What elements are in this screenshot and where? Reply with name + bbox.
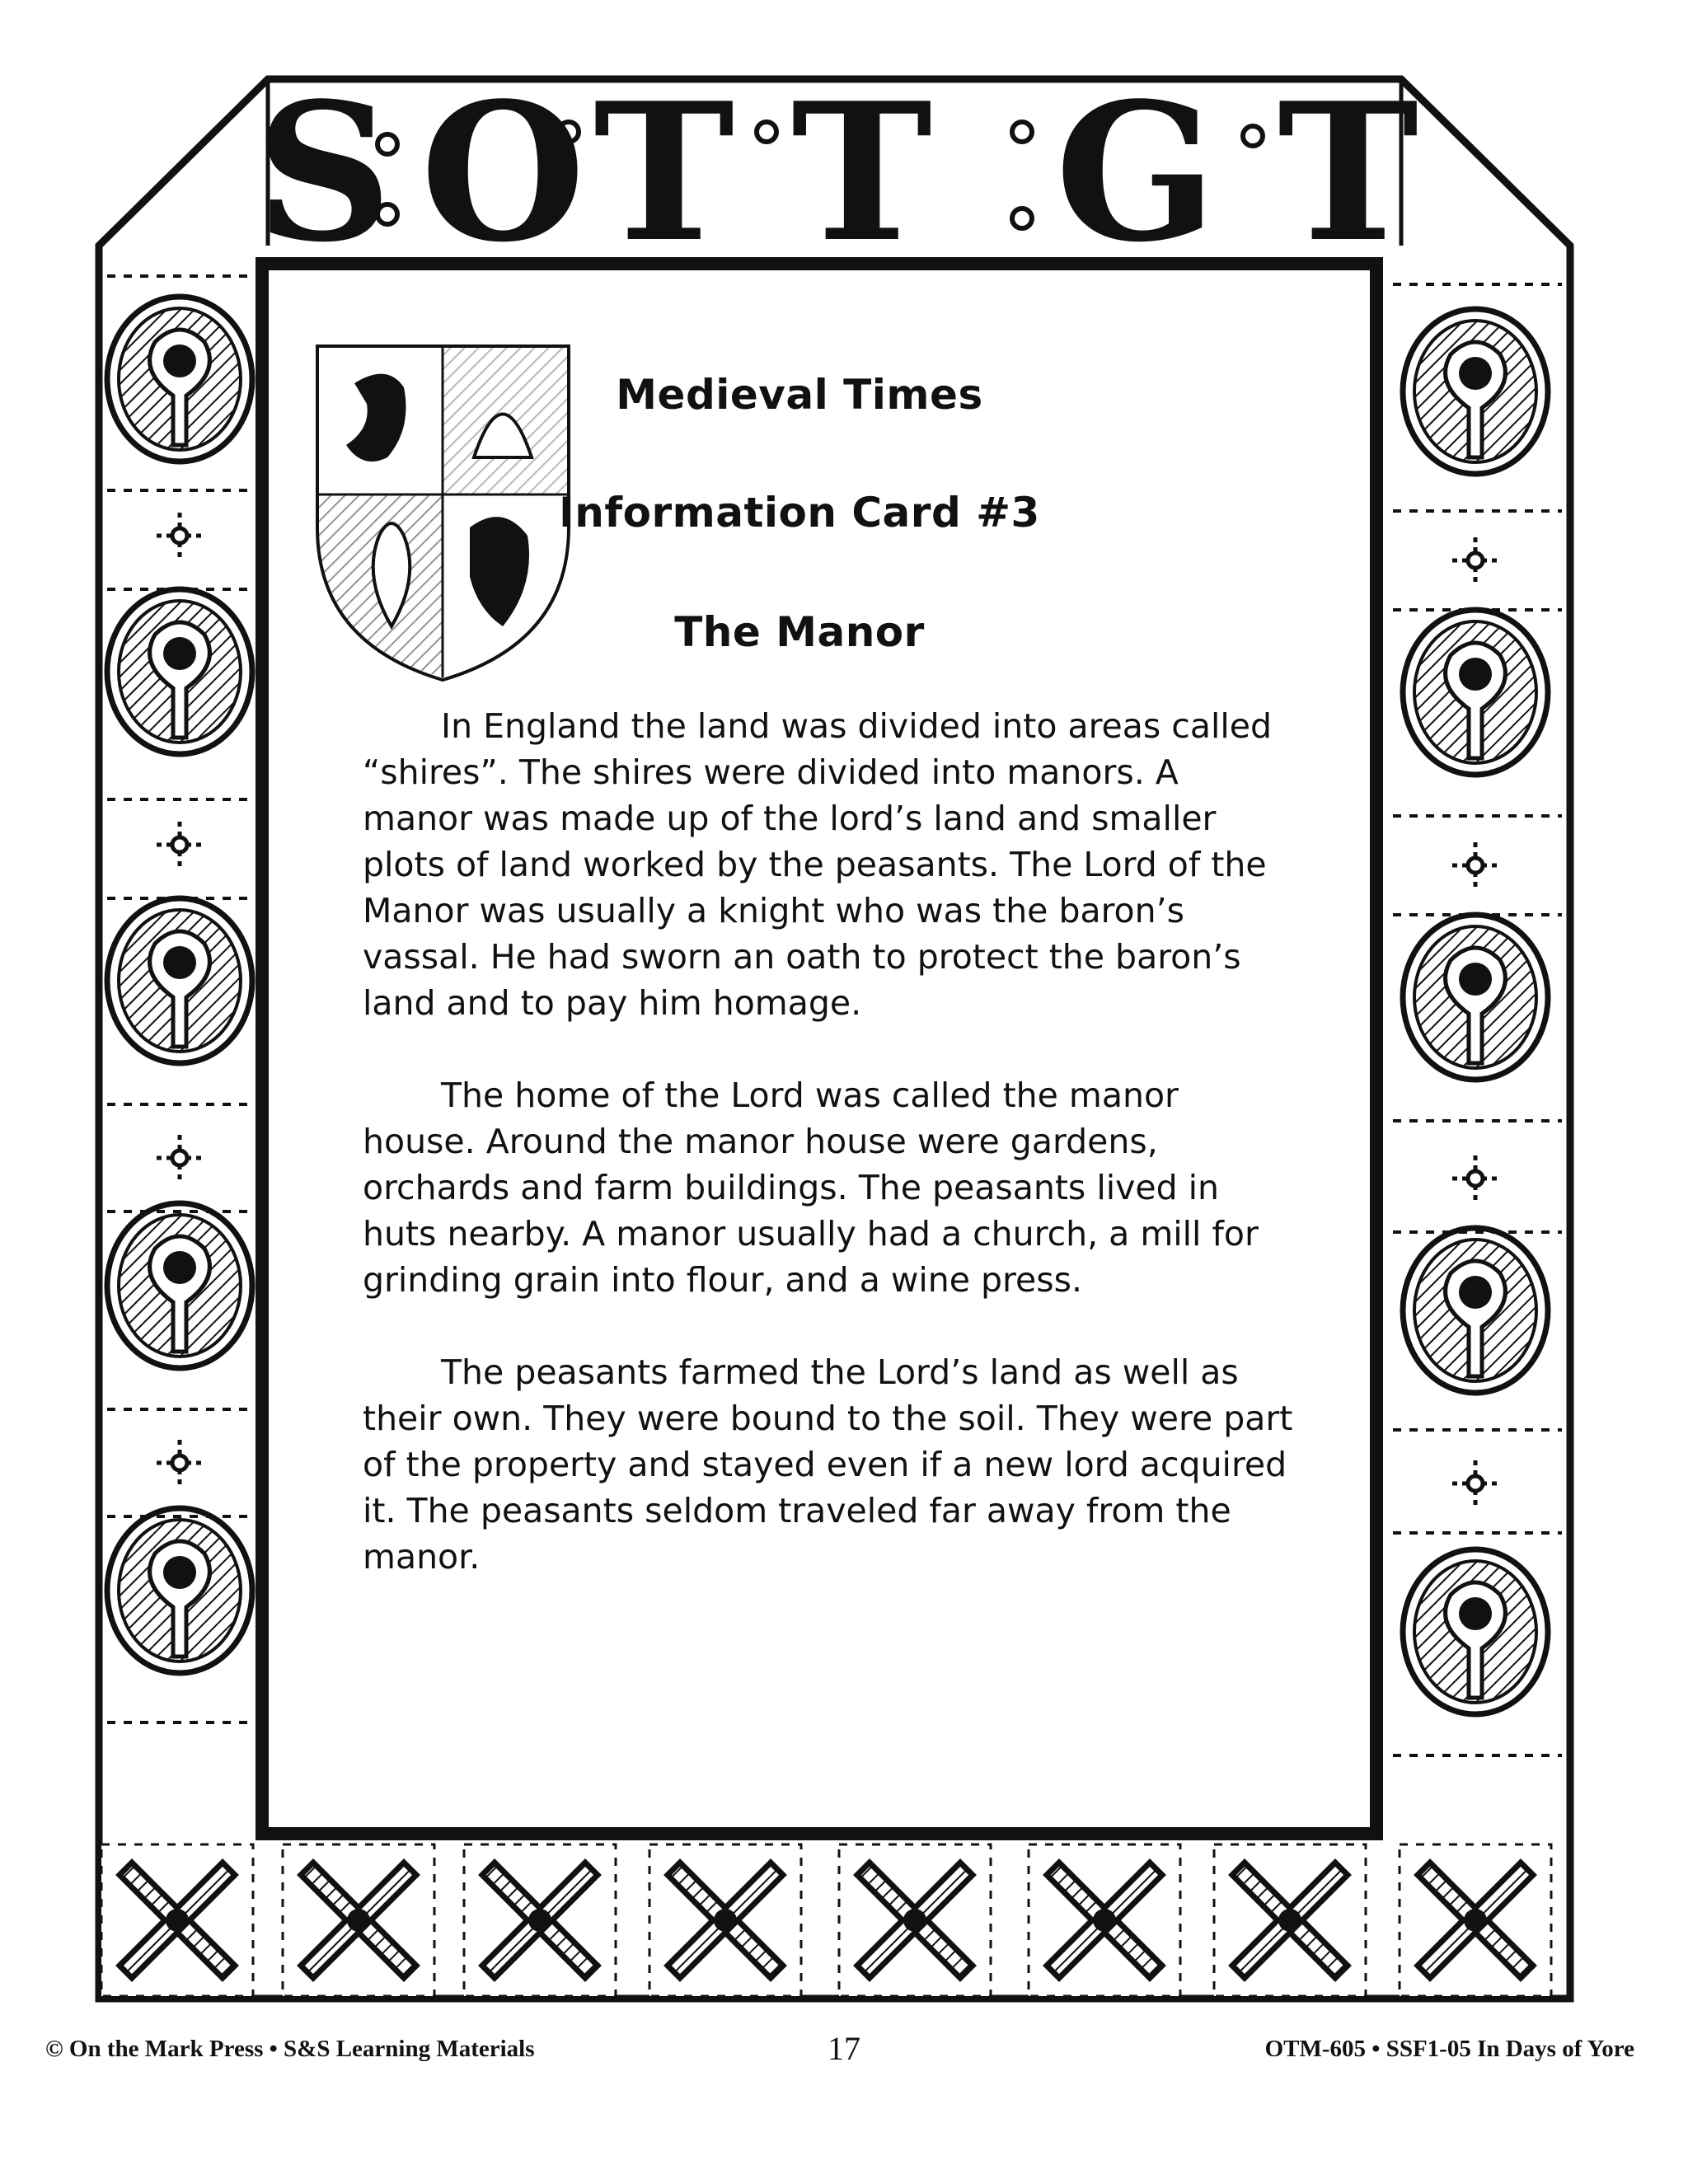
page-number: 17 [828,2030,860,2067]
svg-text:T: T [1278,62,1419,284]
right-border-ornaments [1393,284,1562,1755]
paragraph: The peasants farmed the Lord’s land as well as their own. They were bound to the soil. They were part of the property and stayed even if a new lord acquired it. The peasants seldom traveled far away from the manor. [363,1352,1293,1577]
footer-product-code: OTM-605 • SSF1-05 In Days of Yore [1264,2036,1634,2062]
banner-letters [256,62,1418,284]
card-topic: The Manor [674,608,925,656]
card-body [363,703,1294,1626]
svg-text:S: S [256,62,393,284]
card-subtitle: Information Card #3 [559,489,1040,537]
svg-text:T: T [593,62,735,284]
left-border-ornaments [107,276,256,1722]
svg-text:G: G [1055,62,1217,284]
card-title: Medieval Times [616,371,983,419]
footer-publisher: © On the Mark Press • S&S Learning Materials [45,2036,535,2062]
svg-text:T: T [791,62,933,284]
paragraph: The home of the Lord was called the manor house. Around the manor house were gardens, orchards and farm buildings. The peasants lived in huts nearby. A manor usually had a church, a mill for grinding grain into flour, and a wine press. [363,1076,1259,1300]
svg-text:O: O [420,62,586,284]
bottom-border-ornaments [101,1844,1551,1996]
paragraph: In England the land was divided into areas called “shires”. The shires were divided into manors. A manor was made up of the lord’s land and smaller plots of land worked by the peasants. The Lord of the Manor was usually a knight who was the baron’s vassal. He had sworn an oath to protect the baron’s land and to pay him homage. [363,706,1272,1023]
